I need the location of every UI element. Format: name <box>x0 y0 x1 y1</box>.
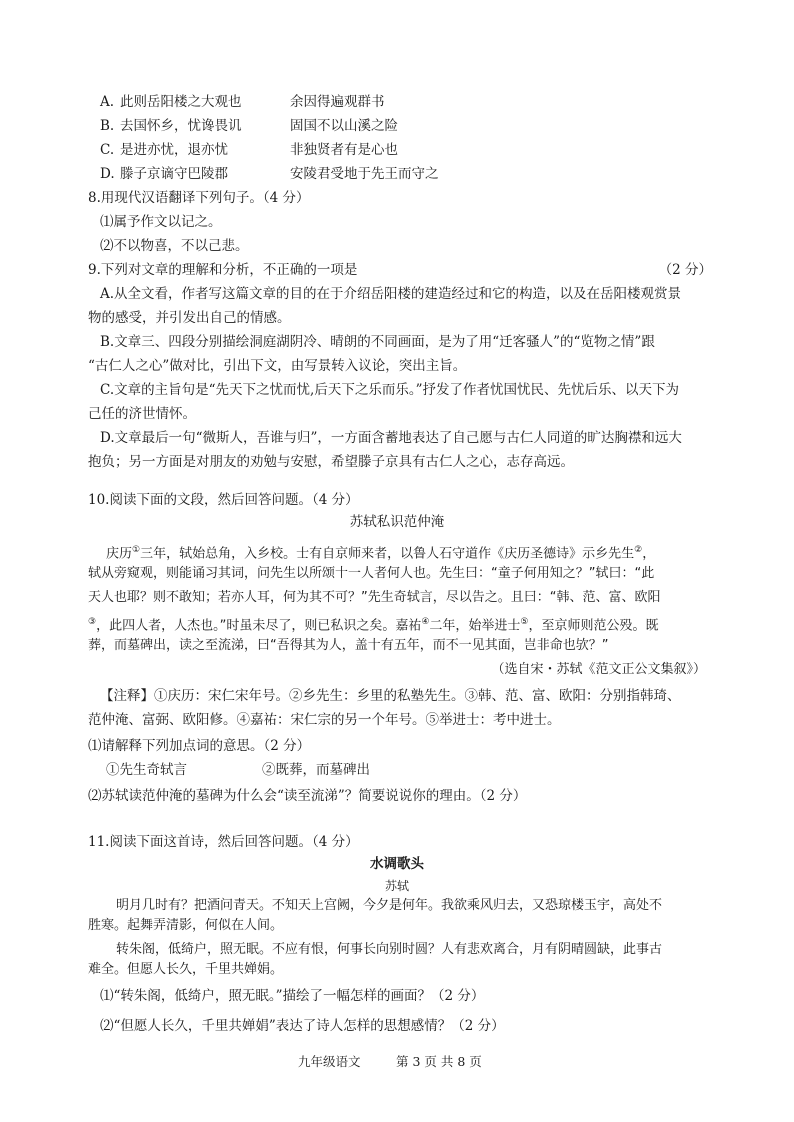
q11-poem-line3: 转朱阁，低绮户，照无眠。不应有恨，何事长向别时圆？人有悲欢离合，月有阴晴圆缺，此事古 <box>116 942 663 957</box>
q9-option-d-line2: 抱负；另一方面是对朋友的劝勉与安慰，希望滕子京具有古仁人之心，志存高远。 <box>88 454 574 470</box>
q9-option-c-line2: 己任的济世情怀。 <box>88 406 196 422</box>
q8-item-2: ⑵不以物喜，不以己悲。 <box>100 238 249 254</box>
q11-poem-title: 水调歌头 <box>370 856 424 872</box>
q10-sub1-item1: ①先生奇轼言 <box>106 762 187 778</box>
q9-title: 9.下列对文章的理解和分析，不正确的一项是 <box>88 262 358 278</box>
q9-option-c-line1: C.文章的主旨句是“先天下之忧而忧,后天下之乐而乐。”抒发了作者忧国忧民、先忧后乐、以天下为 <box>100 382 679 398</box>
q9-option-b-line1: B.文章三、四段分别描绘洞庭湖阴冷、晴朗的不同画面，是为了用“迁客骚人”的“览物之情”跟 <box>100 334 655 350</box>
q11-sub1: ⑴“转朱阁，低绮户，照无眠。”描绘了一幅怎样的画面？（2 分） <box>100 988 485 1004</box>
q10-sub2: ⑵苏轼读范仲淹的墓碑为什么会“读至流涕”？简要说说你的理由。（2 分） <box>88 788 527 804</box>
q9-option-d-line1: D.文章最后一句“微斯人，吾谁与归”，一方面含蓄地表达了自己愿与古仁人同道的旷达胸襟和远大 <box>100 430 682 446</box>
q7-option-d: D. 滕子京谪守巴陵郡 安陵君受地于先王而守之 <box>100 166 439 182</box>
q10-passage-line5: 葬，而墓碑出，读之至流涕，曰“吾得其为人，盖十有五年，而不一见其面，岂非命也欤？” <box>88 638 609 653</box>
q9-option-a-line1: A.从全文看，作者写这篇文章的目的在于介绍岳阳楼的建造经过和它的构造，以及在岳阳楼观赏景 <box>100 286 682 302</box>
q10-passage-line3: 天人也耶？则不敢知；若亦人耳，何为其不可？”先生奇轼言，尽以告之。且曰：“韩、范、富、欧阳 <box>88 590 661 605</box>
q10-passage-line2: 轼从旁窥观，则能诵习其词，问先生以所颂十一人者何人也。先生曰：“童子何用知之？”轼曰：“此 <box>88 566 655 581</box>
q10-title: 10.阅读下面的文段，然后回答问题。（4 分） <box>88 492 359 508</box>
q11-sub2: ⑵“但愿人长久，千里共婵娟”表达了诗人怎样的思想感情？（2 分） <box>100 1018 505 1034</box>
q11-poem-line2: 胜寒。起舞弄清影，何似在人间。 <box>88 918 284 933</box>
q11-poem-line1: 明月几时有？把酒问青天。不知天上宫阙，今夕是何年。我欲乘风归去，又恐琼楼玉宇，高处不 <box>116 898 663 913</box>
q10-sub1-item2: ②既葬，而墓碑出 <box>262 762 370 778</box>
q11-poem-line4: 难全。但愿人长久，千里共婵娟。 <box>88 962 284 977</box>
q10-passage-title: 苏轼私识范仲淹 <box>349 514 445 530</box>
q9-score: （2 分） <box>658 262 712 278</box>
footer-subject: 九年级语文 <box>298 1054 361 1069</box>
q11-author: 苏轼 <box>384 879 409 893</box>
q8-item-1: ⑴属予作文以记之。 <box>100 214 222 230</box>
q10-note-line1: 【注释】①庆历：宋仁宋年号。②乡先生：乡里的私塾先生。③韩、范、富、欧阳：分别指韩琦、 <box>100 688 681 704</box>
q10-passage-line1: 庆历①三年，轼始总角，入乡校。士有自京师来者，以鲁人石守道作《庆历圣德诗》示乡先生②， <box>106 545 656 562</box>
q11-title: 11.阅读下面这首诗，然后回答问题。（4 分） <box>88 834 359 850</box>
q9-option-a-line2: 物的感受，并引发出自己的情感。 <box>88 310 291 326</box>
footer-page-number: 第 3 页 共 8 页 <box>396 1054 482 1069</box>
q10-sub1-title: ⑴请解释下列加点词的意思。（2 分） <box>88 738 311 754</box>
q10-source: （选自宋・苏轼《范文正公文集叙》） <box>491 662 706 677</box>
q7-option-a: A. 此则岳阳楼之大观也 余因得遍观群书 <box>100 94 385 110</box>
q10-note-line2: 范仲淹、富弼、欧阳修。④嘉祐：宋仁宗的另一个年号。⑤举进士：考中进士。 <box>88 712 561 728</box>
q7-option-b: B. 去国怀乡，忧谗畏讥 固国不以山溪之险 <box>100 118 398 134</box>
q8-title: 8.用现代汉语翻译下列句子。（4 分） <box>88 190 310 206</box>
q9-option-b-line2: “古仁人之心”做对比，引出下文，由写景转入议论，突出主旨。 <box>88 358 467 374</box>
q10-passage-line4: ③，此四人者，人杰也。”时虽未尽了，则已私识之矣。嘉祐④二年，始举进士⑤，至京师则范公殁。既 <box>88 617 659 634</box>
q7-option-c: C. 是进亦忧，退亦忧 非独贤者有是心也 <box>100 142 398 158</box>
